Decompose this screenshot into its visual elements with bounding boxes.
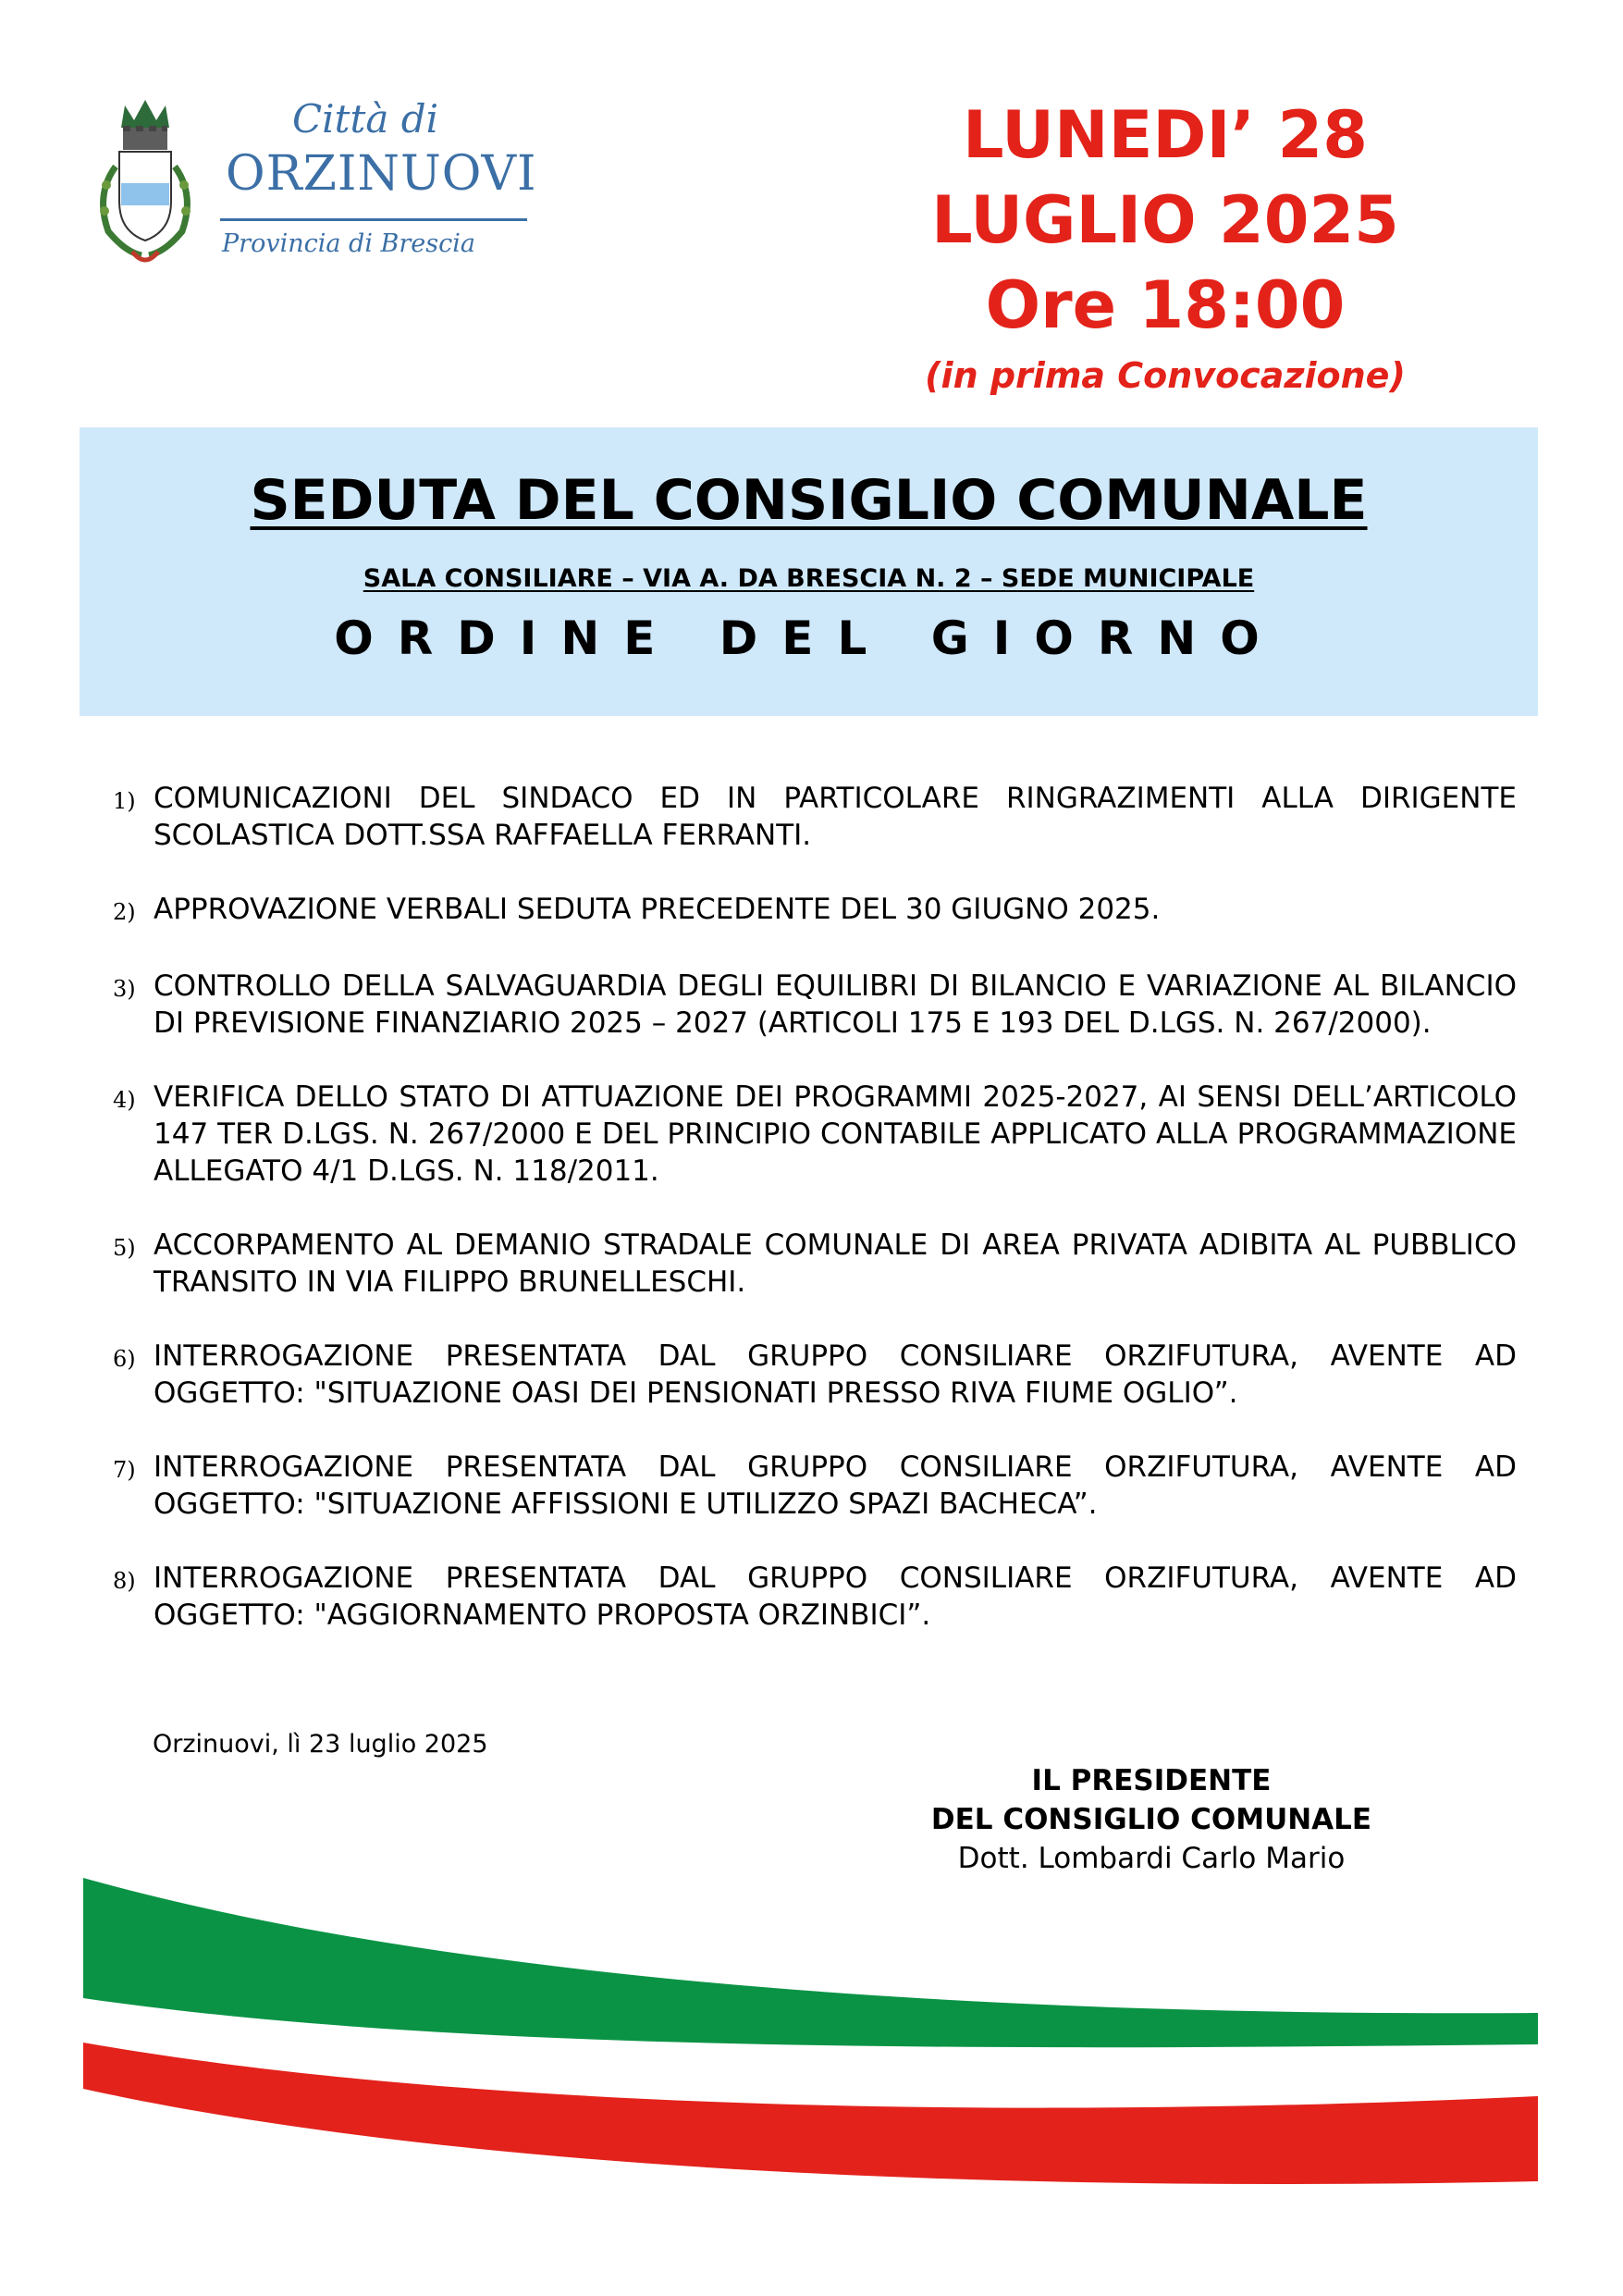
agenda-item-number: 8) xyxy=(113,1568,136,1594)
ribbon-green xyxy=(83,1878,1538,2047)
city-logo xyxy=(220,96,535,272)
agenda-item xyxy=(113,1227,1517,1301)
agenda-item-number: 3) xyxy=(113,976,136,1002)
logo-province: Provincia di Brescia xyxy=(222,229,475,258)
meeting-month-year: LUGLIO 2025 xyxy=(931,182,1399,258)
agenda-item-number: 1) xyxy=(113,788,136,814)
agenda-item-text: INTERROGAZIONE PRESENTATA DAL GRUPPO CONSILIARE ORZIFUTURA, AVENTE AD OGGETTO: "SITUAZIONE OASI DEI PENSIONATI PRESSO RIVA FIUME OGLIO”. xyxy=(154,1339,1517,1410)
agenda-item xyxy=(113,968,1517,1042)
italian-flag-ribbon xyxy=(0,1878,1623,2296)
agenda-item xyxy=(113,780,1517,854)
meeting-convocation: (in prima Convocazione) xyxy=(925,355,1406,396)
agenda-item-text: CONTROLLO DELLA SALVAGUARDIA DEGLI EQUILIBRI DI BILANCIO E VARIAZIONE AL BILANCIO DI PREVISIONE FINANZIARIO 2025 – 2027 (ARTICOLI 175 E 193 DEL D.LGS. N. 267/2000). xyxy=(154,969,1517,1040)
agenda-item-text: INTERROGAZIONE PRESENTATA DAL GRUPPO CONSILIARE ORZIFUTURA, AVENTE AD OGGETTO: "AGGIORNAMENTO PROPOSTA ORZINBICI”. xyxy=(154,1562,1517,1632)
agenda-item-number: 2) xyxy=(113,899,136,925)
agenda-item-text: VERIFICA DELLO STATO DI ATTUAZIONE DEI PROGRAMMI 2025-2027, AI SENSI DELL’ARTICOLO 147 TER D.LGS. N. 267/2000 E DEL PRINCIPIO CONTABILE APPLICATO ALLA PROGRAMMAZIONE ALLEGATO 4/1 D.LGS. N. 118/2011. xyxy=(154,1080,1517,1188)
agenda-item-text: COMUNICAZIONI DEL SINDACO ED IN PARTICOLARE RINGRAZIMENTI ALLA DIRIGENTE SCOLASTICA DOTT.SSA RAFFAELLA FERRANTI. xyxy=(154,782,1517,852)
agenda-item xyxy=(113,1079,1517,1190)
agenda-item-number: 7) xyxy=(113,1457,136,1483)
logo-city-line1: Città di xyxy=(292,96,439,142)
place-date: Orzinuovi, lì 23 luglio 2025 xyxy=(153,1730,488,1759)
agenda-item-text: INTERROGAZIONE PRESENTATA DAL GRUPPO CONSILIARE ORZIFUTURA, AVENTE AD OGGETTO: "SITUAZIONE AFFISSIONI E UTILIZZO SPAZI BACHECA”. xyxy=(154,1450,1517,1521)
agenda-item-number: 6) xyxy=(113,1346,136,1372)
agenda-item xyxy=(113,1560,1517,1634)
signature-name: Dott. Lombardi Carlo Mario xyxy=(957,1842,1346,1875)
signature-title-line1: IL PRESIDENTE xyxy=(1031,1764,1272,1797)
signature-title-line2: DEL CONSIGLIO COMUNALE xyxy=(930,1803,1372,1836)
ribbon-red xyxy=(83,2043,1538,2184)
meeting-date-block xyxy=(851,93,1480,400)
agenda-item-number: 5) xyxy=(113,1235,136,1261)
agenda-item xyxy=(113,1449,1517,1523)
agenda-heading: ORDINE DEL GIORNO xyxy=(334,611,1284,665)
agenda-item xyxy=(113,891,1517,931)
signature-block xyxy=(860,1761,1443,1878)
meeting-location: SALA CONSILIARE – VIA A. DA BRESCIA N. 2 – SEDE MUNICIPALE xyxy=(363,564,1255,593)
header-band xyxy=(80,427,1538,716)
agenda-item-text: ACCORPAMENTO AL DEMANIO STRADALE COMUNALE DI AREA PRIVATA ADIBITA AL PUBBLICO TRANSITO IN VIA FILIPPO BRUNELLESCHI. xyxy=(154,1228,1517,1299)
agenda-item xyxy=(113,1338,1517,1412)
agenda-item-text: APPROVAZIONE VERBALI SEDUTA PRECEDENTE DEL 30 GIUGNO 2025. xyxy=(154,893,1161,926)
logo-divider xyxy=(220,218,527,221)
page-title: SEDUTA DEL CONSIGLIO COMUNALE xyxy=(250,468,1368,533)
agenda-item-number: 4) xyxy=(113,1087,136,1113)
city-crest-icon xyxy=(88,93,203,270)
logo-city-line2: ORZINUOVI xyxy=(226,146,537,202)
meeting-time: Ore 18:00 xyxy=(985,267,1346,343)
agenda-list xyxy=(113,780,1517,1671)
meeting-day: LUNEDI’ 28 xyxy=(963,97,1368,173)
